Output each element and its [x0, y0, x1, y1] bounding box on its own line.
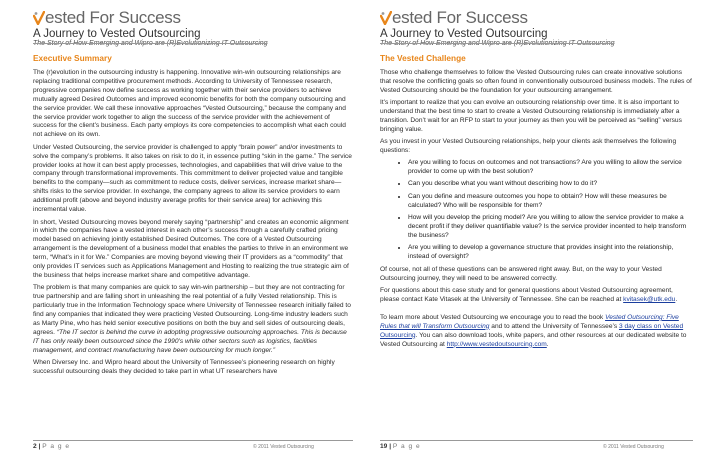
tagline: A Journey to Vested Outsourcing: [33, 28, 201, 40]
section-title: Executive Summary: [33, 53, 112, 63]
logo-text: [45, 9, 181, 27]
paragraph-text: The problem is that many companies are quick to say win-win partnership – but they are not contracting for true partnership and are falling short in unleashing the real potential of a fully Vested relationship. This is particularly true in the Information Technology space where University of Tennessee research initially failed to find any companies that indicated they were practicing Vested Outsourcing. Long-time industry leaders such as Marty Pine, who has held senior executive positions on both the buy and sell sides of outsourcing deals, agrees.: [33, 284, 351, 336]
copyright: © 2011 Vested Outsourcing: [603, 444, 664, 450]
paragraph-text: For questions about this case study and for general questions about Vested Outsourcing agreement, please contact Kate Vitasek at the University of Tennessee. She can be reached at: [380, 287, 673, 303]
paragraph: As you invest in your Vested Outsourcing relationships, help your clients ask themselves the following questions:: [380, 138, 677, 155]
paragraph: Of course, not all of these questions can be answered right away. But, on the way to your Vested Outsourcing journey, they will need to be answered correctly.: [380, 265, 662, 282]
body-text: [380, 69, 693, 156]
subtagline: The Story of How Emerging and Wipro are (R)Evolutionizing IT Outsourcing: [33, 40, 268, 47]
logo-word: ested: [45, 8, 86, 27]
paragraph: It’s important to realize that you can evolve an outsourcing relationship over time. It is also important to understand that the best time to start to create a Vested Outsourcing relationship is immediately after a transition. Don’t wait for an RFP to start to your journey as then you will be perceived as “selling” versus bringing value.: [380, 99, 682, 133]
logo-suffix: For Success: [436, 8, 528, 27]
logo-word: ested: [392, 8, 433, 27]
punctuation: .: [546, 340, 549, 348]
paragraph: Those who challenge themselves to follow the Vested Outsourcing rules can create innovative solutions that resolve the conflicting goals so often found in conventionally outsourced business models. The rules of Vested Outsourcing should be the foundation for your outsourcing arrangement.: [380, 69, 692, 94]
paragraph: When Diversey Inc. and Wipro heard about the University of Tennessee’s pioneering research on highly successful outsourcing deals they decided to take part in what UT researchers have: [33, 359, 335, 375]
paragraph: [380, 287, 693, 305]
brand-header: [33, 8, 353, 47]
paragraph: In short, Vested Outsourcing moves beyond merely saying “partnership” and creates an economic alignment in which the companies have a vested interest in each other’s success through a carefully crafted pricing model based on achieving jointly established Desired Outcomes. The core of a Vested Outsourcing arrangement is the development of a business model that enables the parties to thrive in an environment we term, “What’s in it for We.” Companies are moving beyond viewing their IT providers as a “commodity” that only provides IT services such as Applications Management and Hosting to realizing the true strategic aim of the business that helps increase market share and competitive advantage.: [33, 218, 349, 279]
subtagline: The Story of How Emerging and Wipro are (R)Evolutionizing IT Outsourcing: [380, 40, 615, 47]
quote-text: “The IT sector is behind the curve in adopting progressive outsourcing approaches. This is because IT has only really been outsourced since the 1990’s while other sectors such as logistics, facilities management, and contract manufacturing have been outsourcing for much longer.”: [33, 328, 347, 354]
checkmark-v-icon: [33, 11, 45, 25]
checkmark-v-icon: [380, 11, 392, 25]
paragraph-text: . You can also download tools, white papers, and other resources at our dedicated website to Vested Outsourcing at: [380, 331, 687, 348]
page-number-value: 19: [380, 443, 388, 450]
page-label: P a g e: [42, 443, 70, 450]
paragraph-text: To learn more about Vested Outsourcing we encourage you to read the book: [380, 313, 606, 321]
logo-suffix: For Success: [89, 8, 181, 27]
page-label: P a g e: [392, 443, 421, 450]
paragraph: [380, 314, 693, 350]
class-link[interactable]: 3 day class on Vested Outsourcing: [380, 322, 684, 339]
brand-header: [380, 8, 693, 47]
list-item: • Can you describe what you want without describing how to do it?: [408, 180, 693, 189]
page-number: 19 | P a g e: [380, 443, 421, 450]
logo: [380, 9, 693, 27]
tagline: A Journey to Vested Outsourcing: [380, 28, 548, 40]
paragraph: Under Vested Outsourcing, the service provider is challenged to apply “brain power” and/or investments to solve the company’s problems. It also takes on risk to do it, in essence putting “skin in the game.” The service provider looks at how it can best apply processes, technologies, and capabilities that will drive value to the company through transformational improvements. This commitment to deliver projected value and tangible benefits to the company—such as commitment to reduce costs, deliver services, increase market share—shifts risks to the service provider. In exchange, the company agrees to allow its service providers to earn additional profit (above and beyond industry average profits for their service area) for achieving this incremental value.: [33, 143, 352, 214]
question-list: [380, 159, 693, 262]
copyright: © 2011 Vested Outsourcing: [253, 444, 314, 450]
website-link[interactable]: http://www.vestedoutsourcing.com: [446, 340, 547, 348]
page-footer: [380, 440, 693, 450]
list-item: • Can you define and measure outcomes you hope to obtain? How will these measures be calculated? Who will be responsible for them?: [408, 193, 693, 211]
book-link[interactable]: Vested Outsourcing: Five Rules that will Transform Outsourcing: [380, 313, 679, 330]
list-item: • Are you willing to develop a governance structure that provides insight into the relationship, instead of oversight?: [408, 244, 693, 262]
page-number-value: 2: [33, 443, 37, 450]
section-title: The Vested Challenge: [380, 53, 466, 63]
page-footer: [33, 440, 353, 450]
page-number: 2 | P a g e: [33, 443, 70, 450]
body-text: [380, 266, 693, 350]
punctuation: .: [675, 295, 678, 303]
contact-email-link[interactable]: kvitasek@utk.edu: [623, 295, 676, 303]
list-item: • How will you develop the pricing model? Are you willing to allow the service provider to make a decent profit if they deliver quantifiable value? Is the service provider incented to help transform the business?: [408, 214, 693, 241]
right-page: [364, 0, 728, 472]
paragraph: [33, 284, 353, 355]
body-text: [33, 69, 353, 377]
paragraph-text: and to attend the University of Tennessee’s: [489, 322, 619, 330]
logo: [33, 9, 353, 27]
logo-text: [392, 9, 528, 27]
paragraph: The (r)evolution in the outsourcing industry is happening. Innovative win-win outsourcing relationships are replacing traditional competitive procurement methods. According to University of Tennessee research, progressive companies now define success as working together with their service providers to achieve mutually agreed Desired Outcomes and improved economic benefits for both the company outsourcing and the service provider. We call these innovative approaches “Vested Outsourcing,” because the company and the service provider work together to align the success of the service provider with the achievement of success for the client’s business. Each party employs its core competencies to accomplish what each could not achieve on its own.: [33, 69, 346, 139]
list-item: • Are you willing to focus on outcomes and not transactions? Are you willing to allow the service provider to come up with the best solution?: [408, 159, 693, 177]
